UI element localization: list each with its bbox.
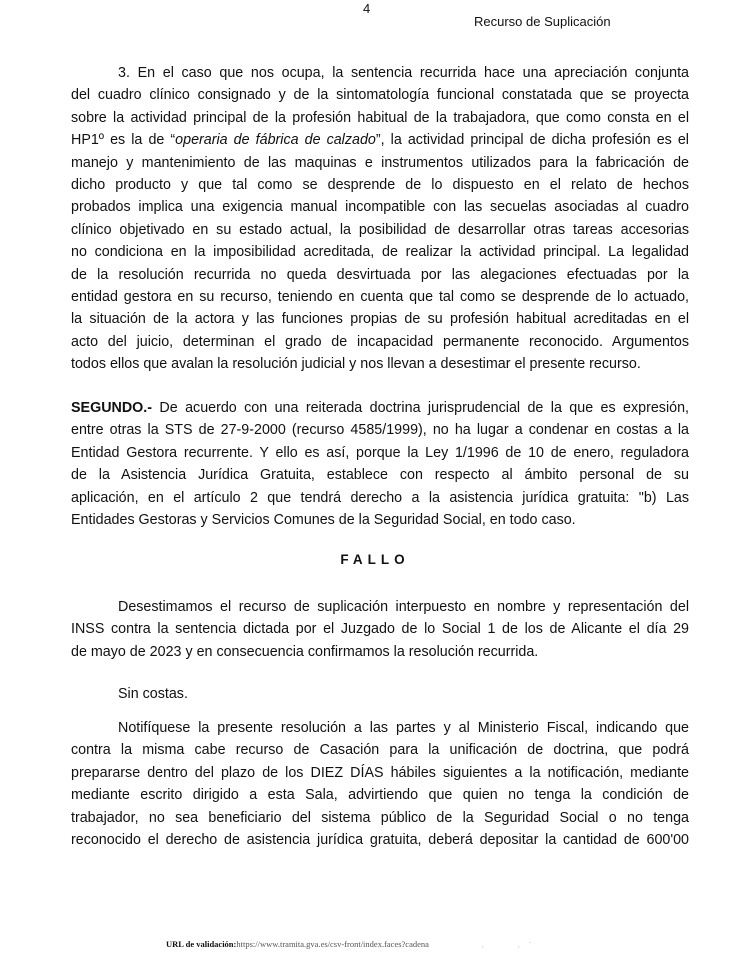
text-line: todos ellos que avalan la resolución judicial y nos llevan a desestimar el presente recurso. <box>71 356 641 373</box>
scan-mark: ` <box>529 943 531 949</box>
page-number: 4 <box>363 1 371 16</box>
text-line: Entidades Gestoras y Servicios Comunes de la Seguridad Social, en todo caso. <box>71 512 576 529</box>
running-header: Recurso de Suplicación <box>474 14 611 29</box>
text-line: Entidad Gestora recurrente. Y ello es así, porque la Ley 1/1996 de 10 de enero, reguladora <box>71 444 689 461</box>
text-line: entre otras la STS de 27-9-2000 (recurso 4585/1999), no ha lugar a condenar en costas a la <box>71 422 689 439</box>
text-line: sobre la actividad principal de la profesión habitual de la trabajadora, que como consta en el <box>71 109 689 126</box>
text-line: HP1º es la de “operaria de fábrica de calzado”, la actividad principal de dicha profesión es el <box>71 132 689 149</box>
paragraph-fallo <box>71 596 689 663</box>
paragraph-costs <box>71 683 689 705</box>
text-line: del cuadro clínico consignado y de la sintomatología funcional constatada que se proyecta <box>71 87 689 104</box>
paragraph-point-3 <box>71 62 689 376</box>
validation-footer <box>166 939 429 949</box>
text-line: contra la misma cabe recurso de Casación para la unificación de doctrina, que podrá <box>71 742 689 759</box>
text-line: manejo y mantenimiento de las maquinas e instrumentos utilizados para la fabricación de <box>71 154 689 171</box>
text-line: de mayo de 2023 y en consecuencia confirmamos la resolución recurrida. <box>71 643 539 660</box>
text-line: Desestimamos el recurso de suplicación interpuesto en nombre y representación del <box>118 599 689 615</box>
validation-url-link[interactable]: https://www.tramita.gva.es/csv-front/index.faces?cadena <box>236 939 429 949</box>
paragraph-segundo <box>71 397 689 531</box>
text-line: Notifíquese la presente resolución a las partes y al Ministerio Fiscal, indicando que <box>118 720 689 736</box>
text-line: probados implica una exigencia manual incompatible con las secuelas asociadas al cuadro <box>71 199 689 216</box>
scan-mark: , <box>518 943 520 949</box>
text-line: entidad gestora en su recurso, teniendo en cuenta que tal como se desprende de lo actuado, <box>71 289 689 306</box>
validation-label: URL de validación: <box>166 939 237 949</box>
text-line: la situación de la actora y las funciones propias de su profesión habitual acreditadas en el <box>71 311 689 328</box>
text-line: de la Asistencia Jurídica Gratuita, establece con respecto al ámbito personal de su <box>71 467 689 484</box>
text-line: dicho producto y que tal como se desprende de lo dispuesto en el relato de hechos <box>71 177 689 194</box>
text-line: SEGUNDO.- De acuerdo con una reiterada doctrina jurisprudencial de la que es expresión, <box>71 400 689 416</box>
text-line: aplicación, en el artículo 2 que tendrá derecho a la asistencia jurídica gratuita: "b) Las <box>71 489 689 506</box>
text-line: 3. En el caso que nos ocupa, la sentencia recurrida hace una apreciación conjunta <box>118 65 689 81</box>
text-line: de la resolución recurrida no queda desvirtuada por las alegaciones efectuadas por la <box>71 266 689 283</box>
text-line: Sin costas. <box>118 686 188 702</box>
text-line: prepararse dentro del plazo de los DIEZ DÍAS hábiles siguientes a la notificación, mediante <box>71 764 689 781</box>
text-line: clínico objetivado en su estado actual, la posibilidad de desarrollar otras tareas accesorias <box>71 221 689 238</box>
text-line: no condiciona en la imposibilidad acreditada, de realizar la actividad principal. La legalidad <box>71 244 689 261</box>
scan-mark: , <box>482 943 484 949</box>
fallo-heading: FALLO <box>340 552 410 567</box>
text-line: reconocido el derecho de asistencia jurídica gratuita, deberá depositar la cantidad de 600'00 <box>71 832 689 849</box>
section-heading-segundo: SEGUNDO.- <box>71 400 153 416</box>
text-line: acto del juicio, determinan el grado de incapacidad permanente reconocido. Argumentos <box>71 333 689 350</box>
text-line: INSS contra la sentencia dictada por el Juzgado de lo Social 1 de los de Alicante el día 29 <box>71 621 689 638</box>
italic-profession: operaria de fábrica de calzado <box>175 132 376 149</box>
text-line: mediante escrito dirigido a esta Sala, advirtiendo que quien no tenga la condición de <box>71 787 689 804</box>
paragraph-notification <box>71 717 689 851</box>
text-line: trabajador, no sea beneficiario del sistema público de la Seguridad Social o no tenga <box>71 809 689 826</box>
